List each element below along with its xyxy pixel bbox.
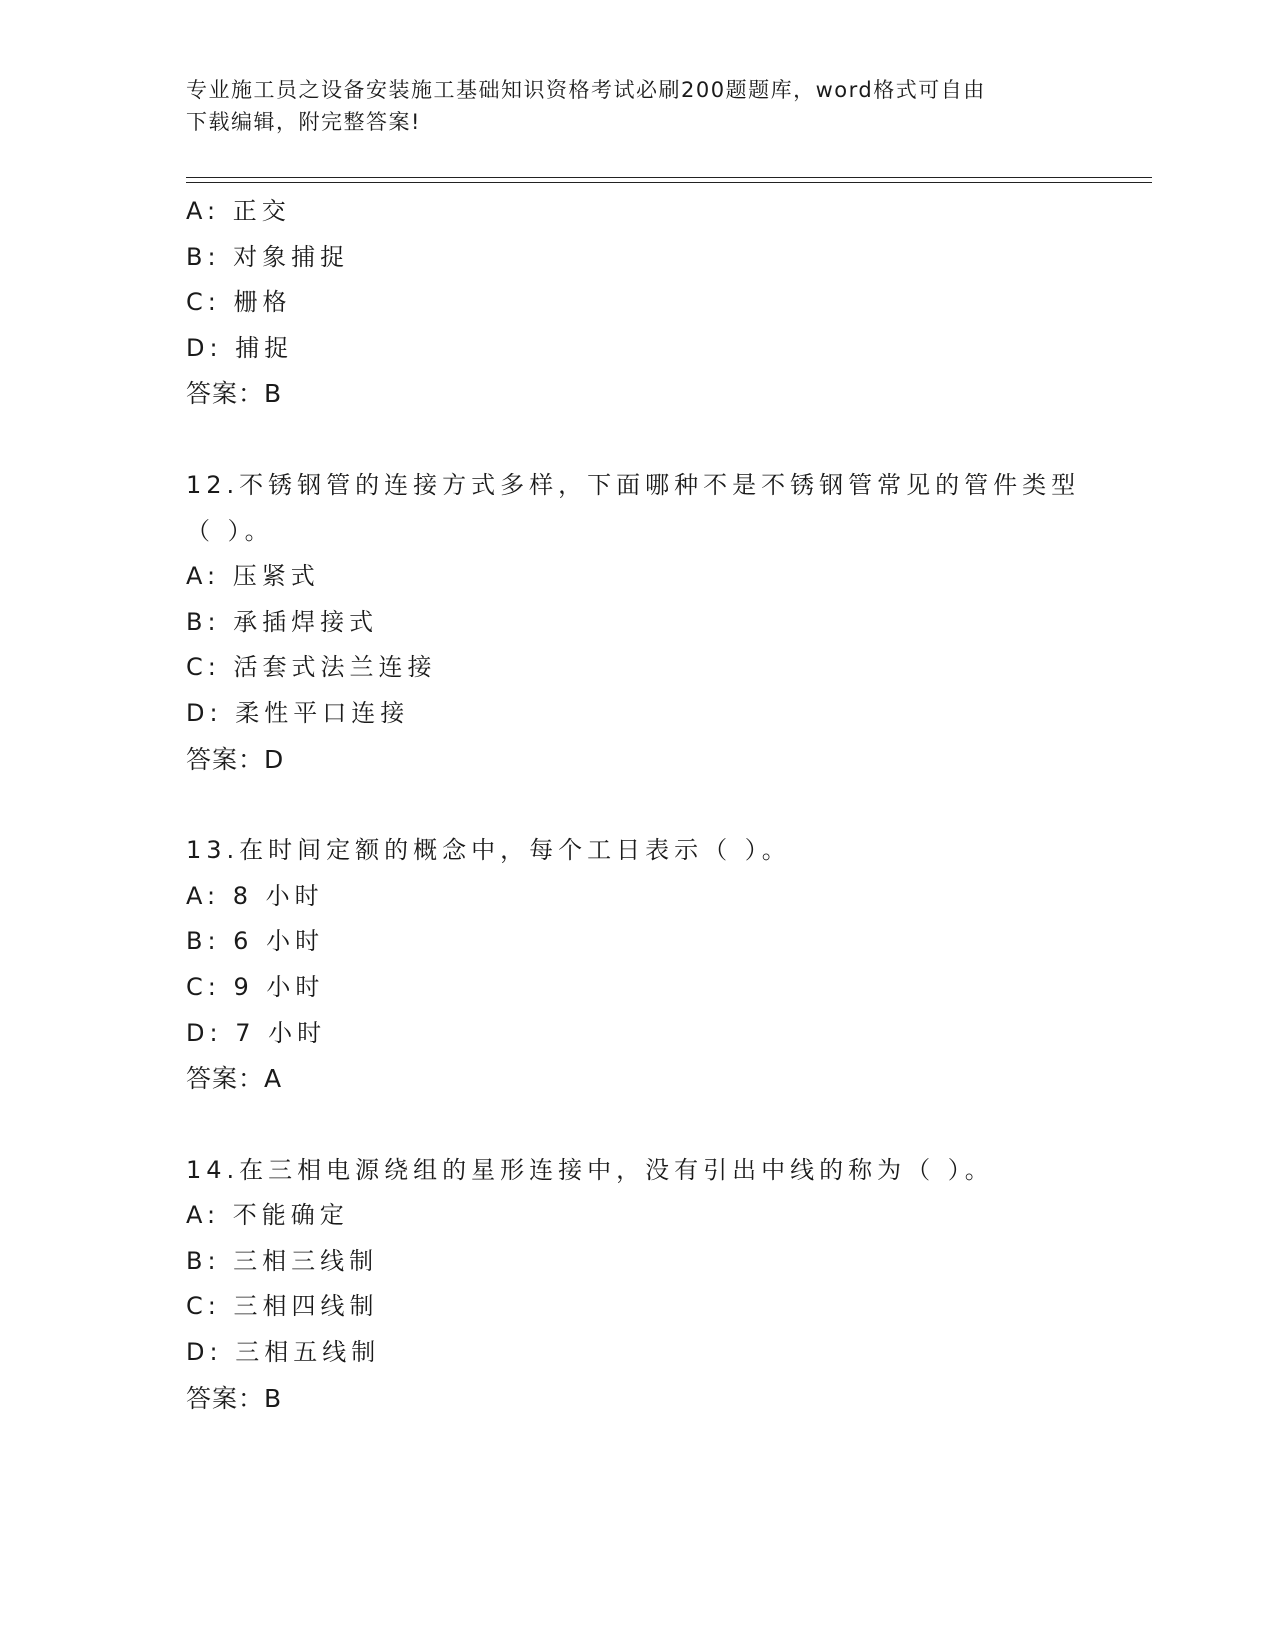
question-block-prev [186, 189, 1152, 417]
answer-label: 答案： [186, 1064, 265, 1094]
answer-label: 答案： [186, 744, 265, 774]
option-a: A: 不能确定 [186, 1201, 349, 1230]
answer-line [186, 737, 1152, 783]
question-stem: 14.在三相电源绕组的星形连接中，没有引出中线的称为（ ）。 [186, 1155, 994, 1184]
option-a: A: 8 小时 [186, 881, 324, 910]
option-b: B: 三相三线制 [186, 1246, 379, 1275]
option-c: C: 活套式法兰连接 [186, 653, 437, 682]
header-line-2: 下载编辑，附完整答案! [186, 110, 421, 134]
question-stem: 13.在时间定额的概念中，每个工日表示（ ）。 [186, 836, 791, 865]
header-divider-top [186, 177, 1152, 178]
header-line-1: 专业施工员之设备安装施工基础知识资格考试必刷200题题库，word格式可自由 [186, 78, 986, 102]
option-b: B: 承插焊接式 [186, 607, 379, 636]
option-d: D: 捕捉 [186, 333, 294, 362]
option-d: D: 柔性平口连接 [186, 698, 410, 727]
option-c: C: 三相四线制 [186, 1292, 379, 1321]
answer-value: D [264, 744, 284, 774]
answer-value: B [264, 379, 282, 409]
question-stem-line-1: 12.不锈钢管的连接方式多样，下面哪种不是不锈钢管常见的管件类型 [186, 470, 1081, 499]
answer-label: 答案： [186, 1383, 265, 1413]
answer-line [186, 1056, 1152, 1102]
option-a: A: 正交 [186, 197, 291, 225]
question-stem-line-2: （ ）。 [186, 516, 274, 545]
answer-value: A [264, 1064, 282, 1094]
option-c: C: 9 小时 [186, 972, 325, 1001]
option-b: B: 对象捕捉 [186, 242, 350, 271]
answer-line [186, 371, 1152, 417]
question-block-13 [186, 828, 1152, 1102]
answer-value: B [264, 1383, 282, 1413]
answer-line [186, 1376, 1152, 1422]
question-stem [186, 463, 1086, 554]
option-b: B: 6 小时 [186, 927, 325, 956]
header-divider-bottom [186, 182, 1152, 183]
option-a: A: 压紧式 [186, 562, 320, 591]
question-block-14 [186, 1148, 1152, 1422]
document-header [186, 74, 1066, 138]
option-d: D: 三相五线制 [186, 1338, 381, 1367]
answer-label: 答案： [186, 379, 265, 409]
option-c: C: 栅格 [186, 288, 292, 317]
question-list [186, 189, 1152, 1421]
question-block-12 [186, 463, 1152, 782]
option-d: D: 7 小时 [186, 1018, 327, 1047]
